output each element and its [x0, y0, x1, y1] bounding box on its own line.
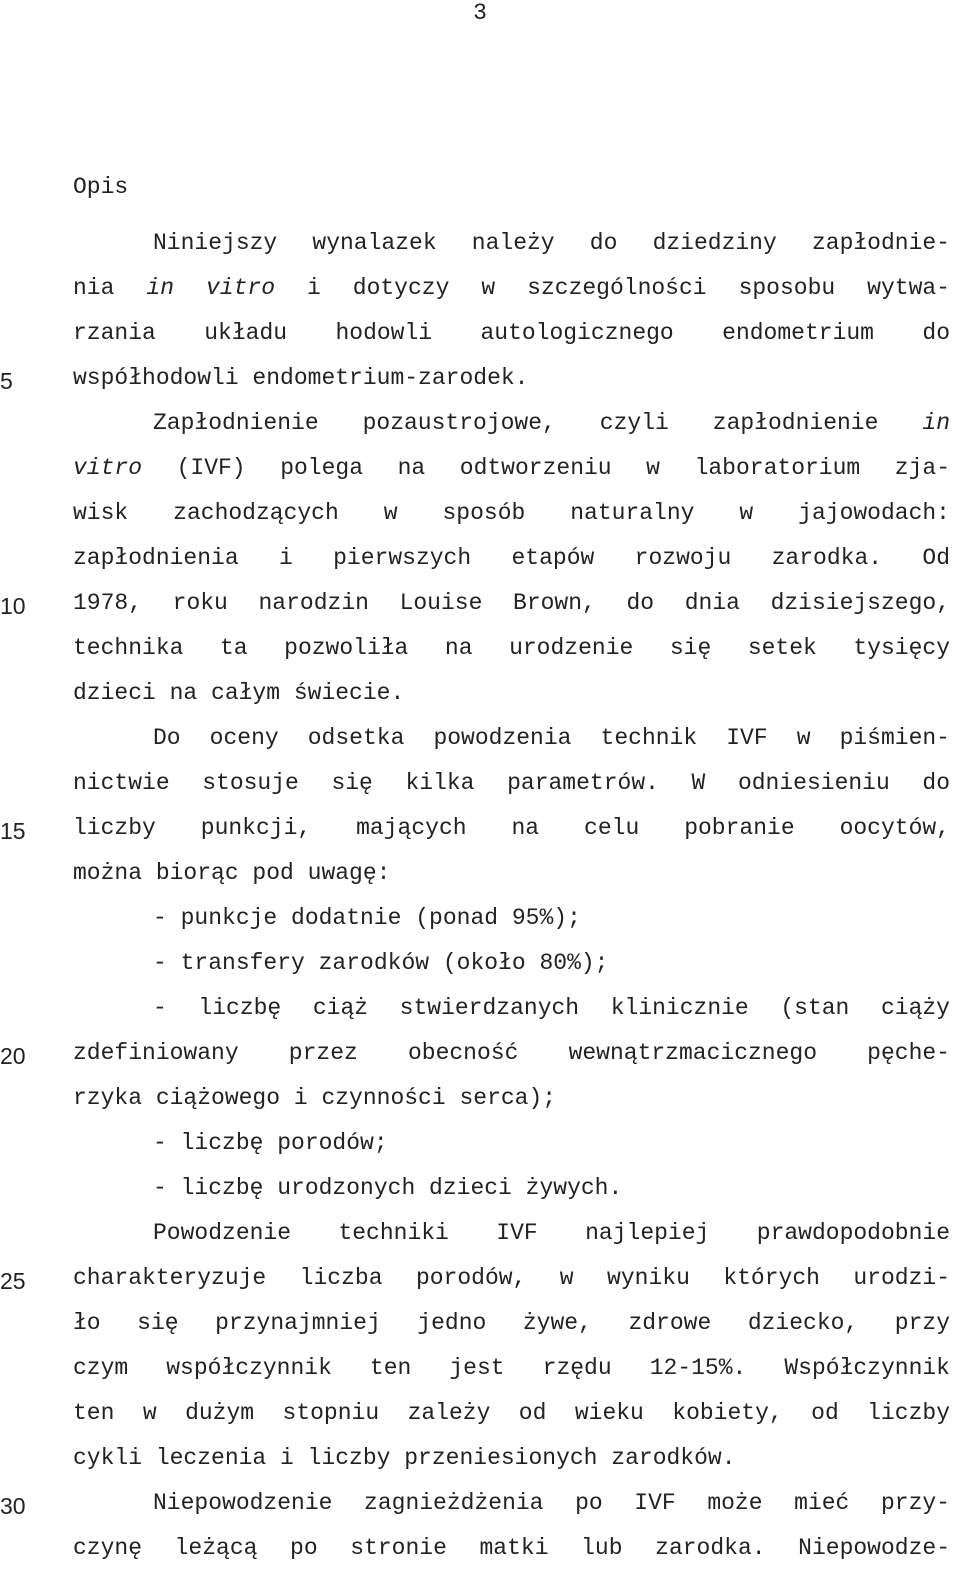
- italic-term: vitro: [73, 455, 143, 481]
- text-line: czynę leżącą po stronie matki lub zarodka. Niepowodze-: [73, 1535, 950, 1561]
- text-line: Do oceny odsetka powodzenia technik IVF w piśmien-: [153, 725, 950, 751]
- text-line: cykli leczenia i liczby przeniesionych zarodków.: [73, 1445, 736, 1471]
- line-number: 30: [0, 1493, 26, 1519]
- line-number: 10: [0, 593, 26, 619]
- list-item: - liczbę urodzonych dzieci żywych.: [153, 1175, 623, 1201]
- text-line: zdefiniowany przez obecność wewnątrzmacicznego pęche-: [73, 1040, 950, 1066]
- text-line: nictwie stosuje się kilka parametrów. W odniesieniu do: [73, 770, 950, 796]
- text-line: ło się przynajmniej jedno żywe, zdrowe dziecko, przy: [73, 1310, 950, 1336]
- text-line: zapłodnienia i pierwszych etapów rozwoju zarodka. Od: [73, 545, 950, 571]
- line-number: 20: [0, 1043, 26, 1069]
- italic-term: in: [922, 410, 950, 436]
- text-line: technika ta pozwoliła na urodzenie się setek tysięcy: [73, 635, 950, 661]
- text-line: 1978, roku narodzin Louise Brown, do dnia dzisiejszego,: [73, 590, 950, 616]
- page-number: 3: [473, 0, 487, 26]
- text-line: liczby punkcji, mających na celu pobranie oocytów,: [73, 815, 950, 841]
- italic-term: in vitro: [146, 275, 275, 301]
- text-line: Niepowodzenie zagnieżdżenia po IVF może mieć przy-: [153, 1490, 950, 1516]
- text-line: ten w dużym stopniu zależy od wieku kobiety, od liczby: [73, 1400, 950, 1426]
- text-line: Zapłodnienie pozaustrojowe, czyli zapłodnienie in: [153, 410, 950, 436]
- line-number: 25: [0, 1268, 26, 1294]
- section-heading: Opis: [73, 174, 129, 200]
- text-line: Niniejszy wynalazek należy do dziedziny zapłodnie-: [153, 230, 950, 256]
- list-item: - liczbę ciąż stwierdzanych klinicznie (stan ciąży: [153, 995, 950, 1021]
- text-line: współhodowli endometrium-zarodek.: [73, 365, 529, 391]
- text-line: dzieci na całym świecie.: [73, 680, 405, 706]
- text-line: Powodzenie techniki IVF najlepiej prawdopodobnie: [153, 1220, 950, 1246]
- text-line: vitro (IVF) polega na odtworzeniu w laboratorium zja-: [73, 455, 950, 481]
- text-line: charakteryzuje liczba porodów, w wyniku których urodzi-: [73, 1265, 950, 1291]
- text-line: można biorąc pod uwagę:: [73, 860, 391, 886]
- list-item: - liczbę porodów;: [153, 1130, 388, 1156]
- text-line: rzania układu hodowli autologicznego endometrium do: [73, 320, 950, 346]
- text-line: czym współczynnik ten jest rzędu 12-15%. Współczynnik: [73, 1355, 950, 1381]
- line-number: 5: [0, 368, 13, 394]
- text-line: nia in vitro i dotyczy w szczególności sposobu wytwa-: [73, 275, 950, 301]
- line-number: 15: [0, 818, 26, 844]
- list-item: - transfery zarodków (około 80%);: [153, 950, 609, 976]
- text-line: rzyka ciążowego i czynności serca);: [73, 1085, 557, 1111]
- list-item: - punkcje dodatnie (ponad 95%);: [153, 905, 581, 931]
- text-line: wisk zachodzących w sposób naturalny w jajowodach:: [73, 500, 950, 526]
